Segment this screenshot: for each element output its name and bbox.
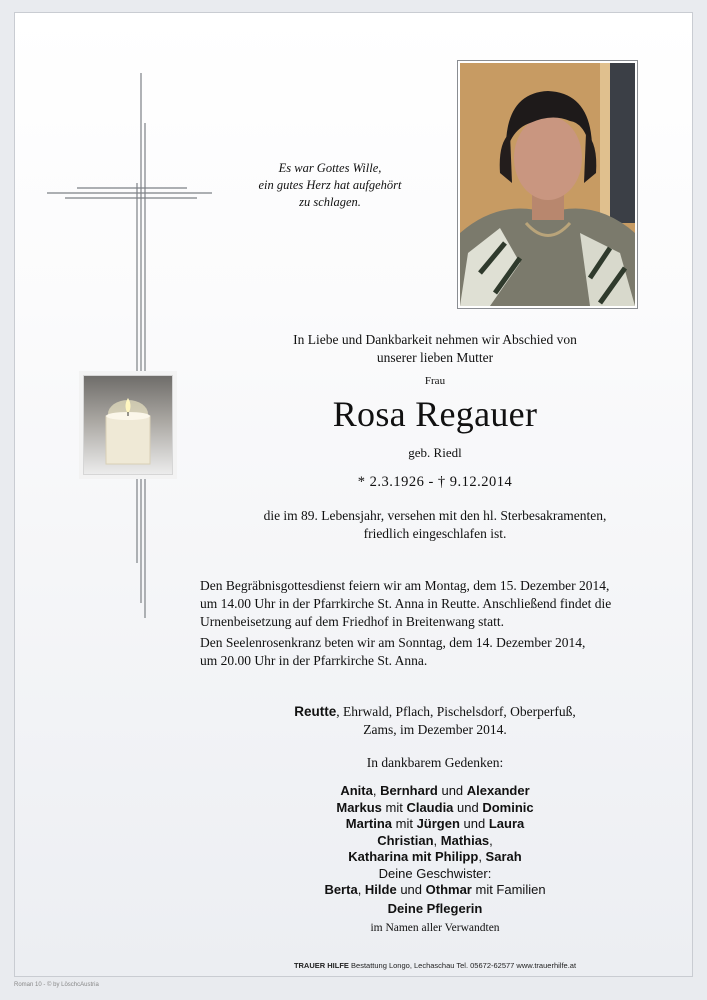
funeral-info (200, 577, 670, 631)
quote-line: zu schlagen. (299, 195, 361, 209)
life-dates: * 2.3.1926 - † 9.12.2014 (357, 474, 513, 490)
deceased-name: Rosa Regauer (332, 394, 538, 434)
separator: und (437, 783, 467, 798)
mourner-name: Christian (377, 832, 434, 848)
mourner-line (175, 783, 695, 800)
mourners-list (175, 783, 695, 899)
mourner-line (175, 833, 695, 850)
salutation: Frau (424, 375, 446, 387)
mourner-line (175, 816, 695, 833)
separator: , (489, 832, 493, 848)
mourner-name: Alexander (466, 783, 530, 798)
separator: , (433, 832, 441, 848)
rosary-info (200, 634, 670, 670)
mourner-name: Markus (336, 799, 382, 815)
portrait-illustration (460, 63, 635, 306)
footer (175, 961, 695, 970)
separator: und (453, 799, 483, 815)
relatives-note: im Namen aller Verwandten (370, 922, 500, 934)
mourner-name: Othmar (425, 882, 472, 897)
intro-line: In Liebe und Dankbarkeit nehmen wir Abschied von (293, 332, 577, 347)
place-bold: Reutte (294, 704, 337, 719)
rosary-line: Den Seelenrosenkranz beten wir am Sonntag, dem 14. Dezember 2014, (200, 635, 586, 650)
funeral-line: um 14.00 Uhr in der Pfarrkirche St. Anna in Reutte. Anschließend findet die (200, 596, 612, 611)
bible-quote (225, 160, 435, 211)
mourner-name: Jürgen (416, 816, 460, 831)
funeral-line: Urnenbeisetzung auf dem Friedhof in Breitenwang statt. (200, 614, 505, 629)
separator: , (372, 783, 381, 798)
mourner-line (175, 882, 695, 899)
caregiver: Deine Pflegerin (387, 901, 483, 916)
separator: und (396, 882, 426, 897)
mourner-name: Sarah (485, 849, 522, 864)
mourner-name: Bernhard (380, 783, 438, 798)
separator: mit (392, 816, 417, 831)
separator: mit (381, 799, 407, 815)
corner-note: Roman 10 - © by LöschcAustria (14, 982, 99, 988)
mourner-name: Laura (488, 816, 525, 831)
separator: , (478, 849, 486, 864)
mourner-name: Hilde (364, 882, 397, 897)
siblings-heading: Deine Geschwister: (378, 865, 492, 881)
obituary-card (14, 12, 693, 977)
separator: , (357, 882, 365, 897)
place-rest: , Ehrwald, Pflach, Pischelsdorf, Oberperfuß, (336, 704, 576, 719)
mourner-name: Mathias (440, 832, 490, 848)
intro-text (175, 331, 695, 367)
mourner-line (175, 849, 695, 866)
mourner-line (175, 800, 695, 817)
quote-line: ein gutes Herz hat aufgehört (258, 178, 402, 192)
portrait-frame (457, 60, 638, 309)
mourner-name: Katharina mit Philipp (348, 849, 479, 864)
birth-name: geb. Riedl (408, 445, 462, 460)
place-date: Zams, im Dezember 2014. (363, 722, 507, 737)
death-note-line: die im 89. Lebensjahr, versehen mit den hl. Sterbesakramenten, (263, 508, 607, 523)
gedenken-heading: In dankbarem Gedenken: (366, 755, 504, 770)
mourner-name: Dominic (482, 799, 534, 815)
candle-icon (83, 375, 173, 475)
death-note-line: friedlich eingeschlafen ist. (363, 526, 507, 541)
mourner-name: Claudia (406, 799, 454, 815)
mourner-name: Berta (324, 882, 358, 897)
funeral-line: Den Begräbnisgottesdienst feiern wir am Montag, dem 15. Dezember 2014, (200, 578, 610, 593)
candle-illustration (84, 376, 172, 474)
mourner-name: Anita (340, 783, 373, 798)
mourner-name: Martina (345, 816, 392, 831)
footer-text: Bestattung Longo, Lechaschau Tel. 05672-62577 www.trauerhilfe.at (348, 961, 577, 970)
footer-brand: TRAUER HILFE (293, 961, 349, 970)
death-note (175, 507, 695, 543)
place-line (175, 703, 695, 739)
separator: mit Familien (471, 882, 546, 897)
intro-line: unserer lieben Mutter (376, 350, 494, 365)
separator: und (459, 816, 489, 831)
rosary-line: um 20.00 Uhr in der Pfarrkirche St. Anna. (200, 653, 428, 668)
quote-line: Es war Gottes Wille, (278, 161, 382, 175)
portrait-photo (460, 63, 635, 306)
